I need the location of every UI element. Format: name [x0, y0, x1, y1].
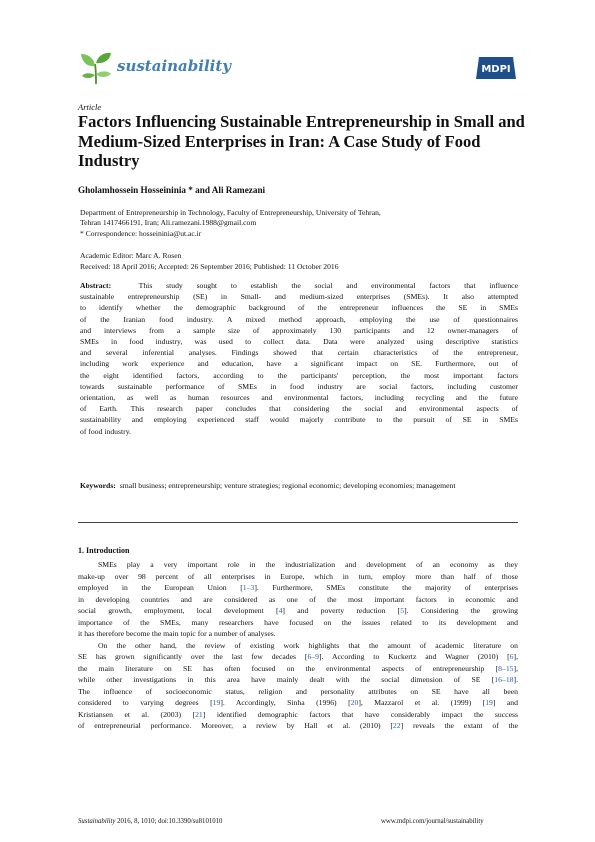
citation-link[interactable]: 19 [485, 698, 493, 707]
svg-text:MDPI: MDPI [481, 64, 511, 75]
citation-link[interactable]: 19 [212, 698, 221, 707]
body-line: The influence of socioeconomic status, religion and personality attributes on SE have all been [78, 686, 518, 696]
abstract-line: sustainable entrepreneurship (SE) in Small- and medium-sized enterprises (SMEs). It also attempted [80, 292, 518, 302]
abstract-line: of the Iranian food industry. A mixed method approach, employing the use of questionnaires [80, 314, 518, 324]
body-line: SMEs play a very important role in the industrialization and development of an economy as they [98, 560, 518, 569]
citation-link[interactable]: 8–15 [498, 663, 514, 673]
abstract-line: Abstract: This study sought to establish the social and environmental factors that influence [80, 281, 518, 290]
article-type: Article [78, 102, 102, 112]
abstract-line: of Earth. This research paper concludes that considering the social and environmental aspects of [80, 404, 518, 414]
footer-citation-text: 2016, 8, 1010; doi:10.3390/su8101010 [117, 818, 223, 825]
citation-link[interactable]: 16–18 [494, 675, 514, 684]
abstract-line: of food industry. [80, 426, 131, 436]
body-line: the main literature on SE has often focused on the environmental aspects of entrepreneurship [8–15], [78, 663, 518, 673]
keywords [80, 480, 518, 492]
citation-link[interactable]: 6 [509, 652, 514, 661]
correspondence: * Correspondence: hosseininia@ut.ac.ir [80, 229, 202, 238]
keywords-text: small business; entrepreneurship; venture strategies; regional economic; developing economies; management [119, 481, 456, 490]
body-line: Kristiansen et al. (2003) [21] identified demographic factors that have considerably impact the success [78, 709, 518, 719]
body-line: On the other hand, the review of existing work highlights that the amount of academic literature on [98, 640, 518, 650]
affiliation: Department of Entrepreneurship in Technology, Faculty of Entrepreneurship, University of Tehran, [80, 208, 381, 217]
citation-link[interactable]: 21 [195, 709, 203, 719]
keywords-label: Keywords: [80, 481, 116, 490]
abstract-line: orientation, as well as human resources and environmental factors, including recycling and the future [80, 393, 518, 402]
journal-leaf-logo-icon [78, 50, 114, 86]
footer-citation [78, 818, 222, 825]
body-line: of entrepreneurial performance. Moreover, a review by Hall et al. (2010) [22] reveals the extant of the [78, 721, 518, 730]
mdpi-logo-icon [474, 55, 518, 81]
body-line: in developing countries and are considered as one of the most important factors in economic and [78, 594, 518, 604]
body-line: social growth, employment, local development [4] and poverty reduction [5]. Considering the growing [78, 606, 518, 615]
author-list: Gholamhossein Hosseininia * and Ali Ramezani [78, 185, 266, 195]
abstract-line: and interviews from a sample size of approximately 130 participants and 12 owner-managers of [80, 325, 518, 335]
abstract-line: sustainability and employing experienced staff would majorly contribute to the pursuit of SE in SMEs [80, 415, 518, 425]
section-heading-introduction: 1. Introduction [78, 546, 130, 555]
abstract-line: to identify whether the demographic background of the entrepreneur influences the SE in SMEs [80, 303, 518, 313]
abstract-line: and several inferential analyses. Findings showed that certain characteristics of the entrepreneur, [80, 348, 518, 358]
body-line: importance of the SMEs, many researchers have focused on the issues related to its development and [78, 617, 518, 627]
footer-journal: Sustainability [78, 818, 116, 825]
academic-editor: Academic Editor: Marc A. Rosen [80, 251, 182, 260]
section-divider [78, 522, 518, 523]
body-line: while other investigations in this area have mainly dealt with the social dimension of SE [16–18]. [78, 675, 518, 684]
citation-link[interactable]: 6–9 [307, 652, 320, 661]
body-line: it has therefore become the main topic for a number of analyses. [78, 629, 276, 638]
body-line: SE has grown significantly over the last few decades [6–9]. According to Kuckertz and Wagner (2010) [6], [78, 652, 518, 661]
abstract-line: towards sustainable performance of SMEs in food industry are social factors, including customer [80, 381, 518, 391]
citation-link[interactable]: 4 [278, 606, 283, 615]
abstract-label: Abstract: [80, 281, 112, 290]
citation-link[interactable]: 20 [350, 698, 359, 707]
footer-journal-url[interactable]: www.mdpi.com/journal/sustainability [381, 818, 484, 825]
body-line: employed in the European Union [1–3]. Furthermore, SMEs constitute the majority of enterprises [78, 583, 518, 592]
citation-link[interactable]: 1–3 [242, 583, 255, 592]
abstract-line: including work experience and education, have a significant impact on SE. Furthermore, out of [80, 359, 518, 369]
citation-link[interactable]: 5 [400, 606, 405, 615]
abstract-line: SMEs in food industry, was used to collect data. Data were analyzed using descriptive statistics [80, 337, 518, 346]
body-line: make-up over 98 percent of all enterprises in Europe, which in turn, employ more than half of those [78, 571, 518, 581]
citation-link[interactable]: 22 [392, 721, 401, 730]
publication-dates: Received: 18 April 2016; Accepted: 26 September 2016; Published: 11 October 2016 [80, 262, 339, 271]
journal-name: sustainability [117, 57, 231, 75]
affiliation-address: Tehran 1417466191, Iran; Ali.ramezani.1988@gmail.com [80, 218, 257, 227]
article-title: Factors Influencing Sustainable Entrepreneurship in Small and Medium-Sized Enterprises in Iran: A Case Study of Food Industry [78, 112, 525, 170]
abstract-line: the eight identified factors, according to the participants' perception, the most important factors [80, 370, 518, 380]
body-line: considered to varying degrees [19]. Accordingly, Sinha (1996) [20], Mazzarol et al. (1999) [19] and [78, 698, 518, 707]
